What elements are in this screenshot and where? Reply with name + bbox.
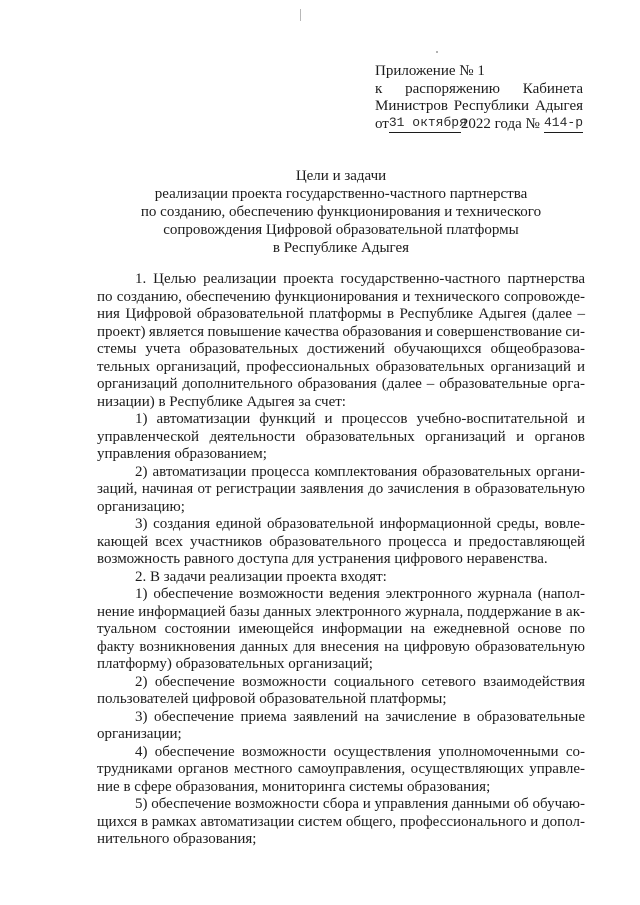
text-line: пользователей цифровой образовательной платформы;: [97, 691, 447, 707]
paragraph: [97, 744, 585, 797]
issuing-authority: Министров Республики Адыгея: [375, 98, 583, 114]
text-line: возможность равного доступа для устранения цифрового неравенства.: [97, 551, 548, 567]
text-line: организации;: [97, 726, 182, 742]
text-line: тельных организаций, профессиональных образовательных организаций и: [97, 358, 585, 375]
order-date-line: [375, 116, 583, 134]
text-line: платформу) образовательных организаций;: [97, 656, 373, 672]
order-date: 31 октября: [388, 115, 467, 130]
paragraph: [97, 516, 585, 569]
text-line: стемы учета образовательных достижений обучающихся общеобразова-: [97, 341, 585, 357]
text-line: 1) обеспечение возможности ведения электронного журнала (напол-: [135, 586, 585, 602]
text-line: ния Цифровой образовательной платформы в Республике Адыгея (далее –: [97, 306, 585, 322]
text-line: ние в сфере образования, мониторинга системы образования;: [97, 778, 491, 795]
title-line: Цели и задачи: [295, 168, 387, 184]
text-line: по созданию, обеспечению функционирования и технического сопровожде-: [97, 288, 585, 305]
text-line: туальном состоянии имеющейся информации на ежедневной основе по: [97, 621, 585, 637]
title-line: по созданию, обеспечению функционирования и технического: [140, 204, 542, 220]
date-field: [388, 115, 467, 133]
text-line: организацию;: [97, 498, 185, 515]
text-line: нение информацией базы данных электронного журнала, поддержание в ак-: [97, 603, 585, 620]
title-line: сопровождения Цифровой образовательной платформы: [163, 222, 519, 238]
document-title: [97, 167, 585, 257]
scan-mark: [300, 9, 301, 21]
scan-dot: [436, 51, 438, 53]
text-line: 1) автоматизации функций и процессов учебно-воспитательной и: [135, 411, 585, 427]
text-line: щихся в рамках автоматизации систем общего, профессионального и допол-: [97, 813, 585, 830]
text-line: нительного образования;: [97, 831, 257, 847]
text-line: низации) в Республике Адыгея за счет:: [97, 393, 346, 410]
paragraph: [97, 411, 585, 464]
order-year: 2022 года №: [460, 115, 540, 132]
paragraph: [97, 674, 585, 709]
appendix-header: [375, 63, 583, 133]
title-line: реализации проекта государственно-частного партнерства: [154, 186, 528, 202]
paragraph: [97, 569, 585, 587]
text-line: кающей всех участников образовательного процесса и предоставляющей: [97, 533, 585, 550]
text-line: трудниками органов местного самоуправления, осуществляющих управле-: [97, 761, 585, 777]
appendix-number: Приложение № 1: [375, 63, 485, 79]
text-line: 3) создания единой образовательной информационной среды, вовле-: [135, 516, 585, 532]
text-line: управленческой деятельности образовательных организаций и органов: [97, 428, 585, 445]
text-line: 1. Целью реализации проекта государственно-частного партнерства: [135, 271, 585, 287]
text-line: 2) обеспечение возможности социального сетевого взаимодействия: [135, 673, 585, 690]
paragraph: [97, 464, 585, 517]
text-line: факту возникновения данных для внесения на цифровую образовательную: [97, 638, 585, 655]
paragraph: [97, 271, 585, 411]
text-line: заций, начиная от регистрации заявления до зачисления в образовательную: [97, 481, 585, 497]
text-line: 5) обеспечение возможности сбора и управления данными об обучаю-: [135, 796, 585, 812]
paragraph: [97, 796, 585, 849]
text-line: 4) обеспечение возможности осуществления уполномоченными со-: [135, 743, 585, 760]
text-line: 2) автоматизации процесса комплектования образовательных органи-: [135, 463, 585, 480]
text-line: управления образованием;: [97, 446, 267, 462]
order-reference: к распоряжению Кабинета: [375, 80, 583, 97]
text-line: 3) обеспечение приема заявлений на зачисление в образовательные: [135, 708, 585, 725]
order-number: 414-р: [543, 115, 583, 130]
text-line: проект) является повышение качества образования и совершенствование си-: [97, 323, 585, 340]
number-field: [543, 115, 583, 133]
paragraph: [97, 586, 585, 674]
paragraph: [97, 709, 585, 744]
document-body: [97, 271, 585, 849]
title-line: в Республике Адыгея: [272, 240, 410, 256]
text-line: 2. В задачи реализации проекта входят:: [135, 568, 387, 585]
text-line: организаций дополнительного образования (далее – образовательные орга-: [97, 376, 585, 392]
date-prefix: от: [375, 115, 389, 132]
